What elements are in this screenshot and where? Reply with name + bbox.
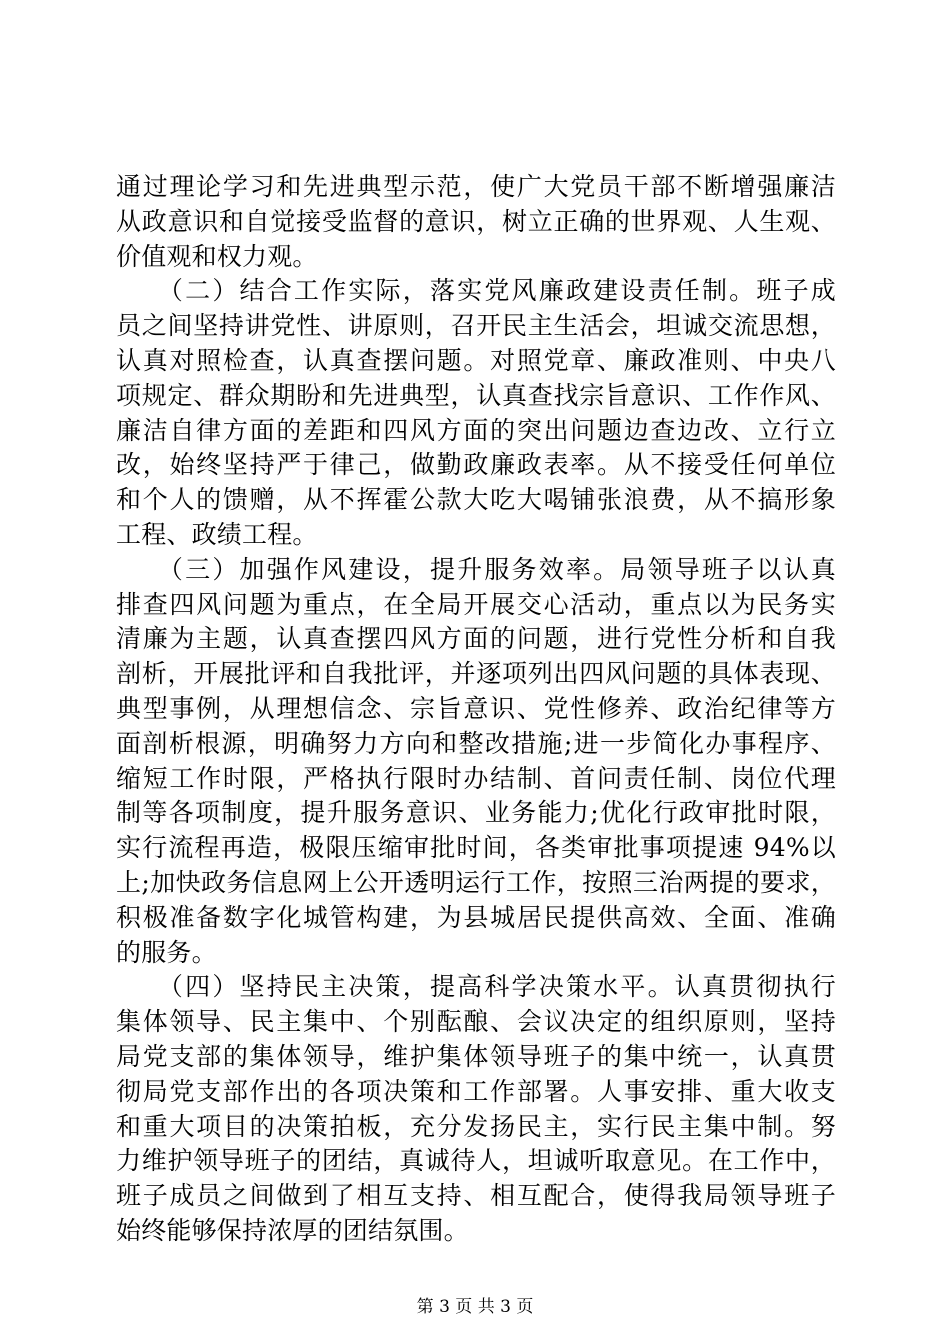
document-body <box>116 170 836 1249</box>
text-line: 排查四风问题为重点，在全局开展交心活动，重点以为民务实 <box>116 589 836 619</box>
text-line: 实行流程再造，极限压缩审批时间，各类审批事项提速 94%以 <box>116 833 836 863</box>
text-line: 面剖析根源，明确努力方向和整改措施;进一步简化办事程序、 <box>116 728 836 758</box>
text-line: 工程、政绩工程。 <box>116 519 318 549</box>
page-footer: 第 3 页 共 3 页 <box>416 1297 534 1317</box>
text-line: （三）加强作风建设，提升服务效率。局领导班子以认真 <box>116 554 836 584</box>
text-line: 缩短工作时限，严格执行限时办结制、首问责任制、岗位代理 <box>116 763 836 793</box>
text-line: 和个人的馈赠，从不挥霍公款大吃大喝铺张浪费，从不搞形象 <box>116 485 836 515</box>
text-line: 典型事例，从理想信念、宗旨意识、党性修养、政治纪律等方 <box>116 693 836 723</box>
text-line: 制等各项制度，提升服务意识、业务能力;优化行政审批时限， <box>116 798 836 828</box>
text-line: （二）结合工作实际，落实党风廉政建设责任制。班子成 <box>116 276 836 306</box>
text-line: 始终能够保持浓厚的团结氛围。 <box>116 1215 469 1245</box>
text-line: （四）坚持民主决策，提高科学决策水平。认真贯彻执行 <box>116 972 836 1002</box>
text-line: 上;加快政务信息网上公开透明运行工作，按照三治两提的要求， <box>116 867 836 897</box>
text-line: 从政意识和自觉接受监督的意识，树立正确的世界观、人生观、 <box>116 206 836 236</box>
text-line: 通过理论学习和先进典型示范，使广大党员干部不断增强廉洁 <box>116 172 836 201</box>
text-line: 改，始终坚持严于律己，做勤政廉政表率。从不接受任何单位 <box>116 450 836 480</box>
text-line: 的服务。 <box>116 937 217 967</box>
text-line: 班子成员之间做到了相互支持、相互配合，使得我局领导班子 <box>116 1181 836 1211</box>
text-line: 力维护领导班子的团结，真诚待人，坦诚听取意见。在工作中， <box>116 1146 836 1176</box>
text-line: 清廉为主题，认真查摆四风方面的问题，进行党性分析和自我 <box>116 624 836 654</box>
text-line: 认真对照检查，认真查摆问题。对照党章、廉政准则、中央八 <box>116 345 836 375</box>
text-line: 彻局党支部作出的各项决策和工作部署。人事安排、重大收支 <box>116 1076 836 1106</box>
text-line: 员之间坚持讲党性、讲原则，召开民主生活会，坦诚交流思想， <box>116 311 836 341</box>
text-line: 和重大项目的决策拍板，充分发扬民主，实行民主集中制。努 <box>116 1111 836 1141</box>
text-line: 项规定、群众期盼和先进典型，认真查找宗旨意识、工作作风、 <box>116 380 836 410</box>
text-line: 积极准备数字化城管构建，为县城居民提供高效、全面、准确 <box>116 902 836 932</box>
text-line: 廉洁自律方面的差距和四风方面的突出问题边查边改、立行立 <box>116 415 836 445</box>
text-line: 集体领导、民主集中、个别酝酿、会议决定的组织原则，坚持 <box>116 1007 836 1037</box>
text-line: 剖析，开展批评和自我批评，并逐项列出四风问题的具体表现、 <box>116 659 836 689</box>
text-line: 价值观和权力观。 <box>116 241 318 271</box>
text-line: 局党支部的集体领导，维护集体领导班子的集中统一，认真贯 <box>116 1041 836 1071</box>
